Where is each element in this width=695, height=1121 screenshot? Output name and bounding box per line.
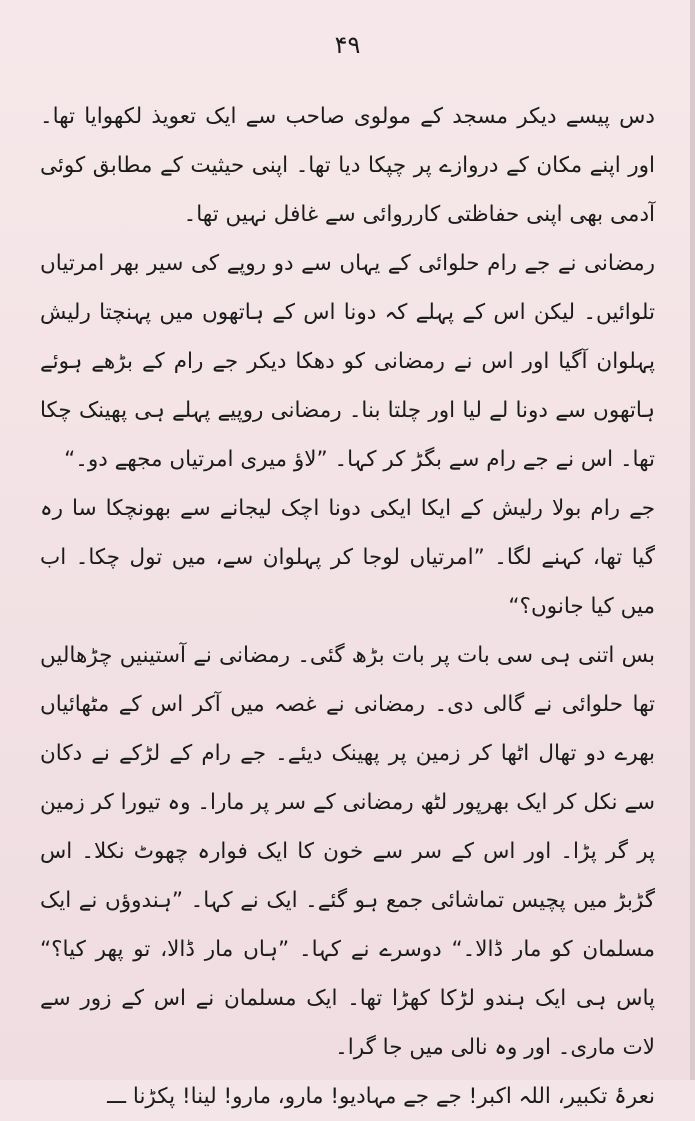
paragraph-imartiyan: رمضانی نے جے رام حلوائی کے یہاں سے دو روپے کی سیر بھر امرتیاں تلوائیں۔ لیکن اس کے پہلے کہ دونا اس کے ہاتھوں میں پہنچتا رلیش پہلوان آگیا اور اس نے رمضانی کو دھکا دیکر جے رام کے بڑھے ہوئے ہاتھوں سے دونا لے لیا اور چلتا بنا۔ رمضانی روپیے پہلے ہی پھینک چکا تھا۔ اس نے جے رام سے بگڑ کر کہا۔ ”لاؤ میری امرتیاں مجھے دو۔“: [40, 251, 655, 472]
page-edge: [690, 0, 695, 1080]
body-text: [40, 92, 655, 1121]
paragraph-slogans: نعرۂ تکبیر، اللہ اکبر! جے جے مہادیو! مارو، مارو! لینا! پکڑنا ـــ: [107, 1084, 655, 1109]
page-number: ۴۹: [334, 31, 361, 59]
paragraph-riot: بس اتنی ہی سی بات پر بات بڑھ گئی۔ رمضانی نے آستینیں چڑھالیں تھا حلوائی نے گالی دی۔ رمضانی نے غصہ میں آکر اس کے مٹھائیاں بھرے دو تھال اٹھا کر زمین پر پھینک دیئے۔ جے رام کے لڑکے نے دکان سے نکل کر ایک بھرپور لٹھ رمضانی کے سر پر مارا۔ وہ تیورا کر زمین پر گر پڑا۔ اور اس کے سر سے خون کا ایک فوارہ چھوٹ نکلا۔ اس گڑبڑ میں پچیس تماشائی جمع ہو گئے۔ ایک نے کہا۔ ”ہندوؤں نے ایک مسلمان کو مار ڈالا۔“ دوسرے نے کہا۔ ”ہاں مار ڈالا، تو پھر کیا؟“ پاس ہی ایک ہندو لڑکا کھڑا تھا۔ ایک مسلمان نے اس کے زور سے لات ماری۔ اور وہ نالی میں جا گرا۔: [40, 643, 655, 1060]
paragraph-amulet: دس پیسے دیکر مسجد کے مولوی صاحب سے ایک تعویذ لکھوایا تھا۔ اور اپنے مکان کے دروازے پر چپکا دیا تھا۔ اپنی حیثیت کے مطابق کوئی آدمی بھی اپنی حفاظتی کارروائی سے غافل نہیں تھا۔: [40, 104, 655, 227]
paragraph-jairam-reply: جے رام بولا رلیش کے ایکا ایکی دونا اچک لیجانے سے بھونچکا سا رہ گیا تھا، کہنے لگا۔ ”امرتیاں لوجا کر پہلوان سے، میں تول چکا۔ اب میں کیا جانوں؟“: [40, 496, 655, 619]
